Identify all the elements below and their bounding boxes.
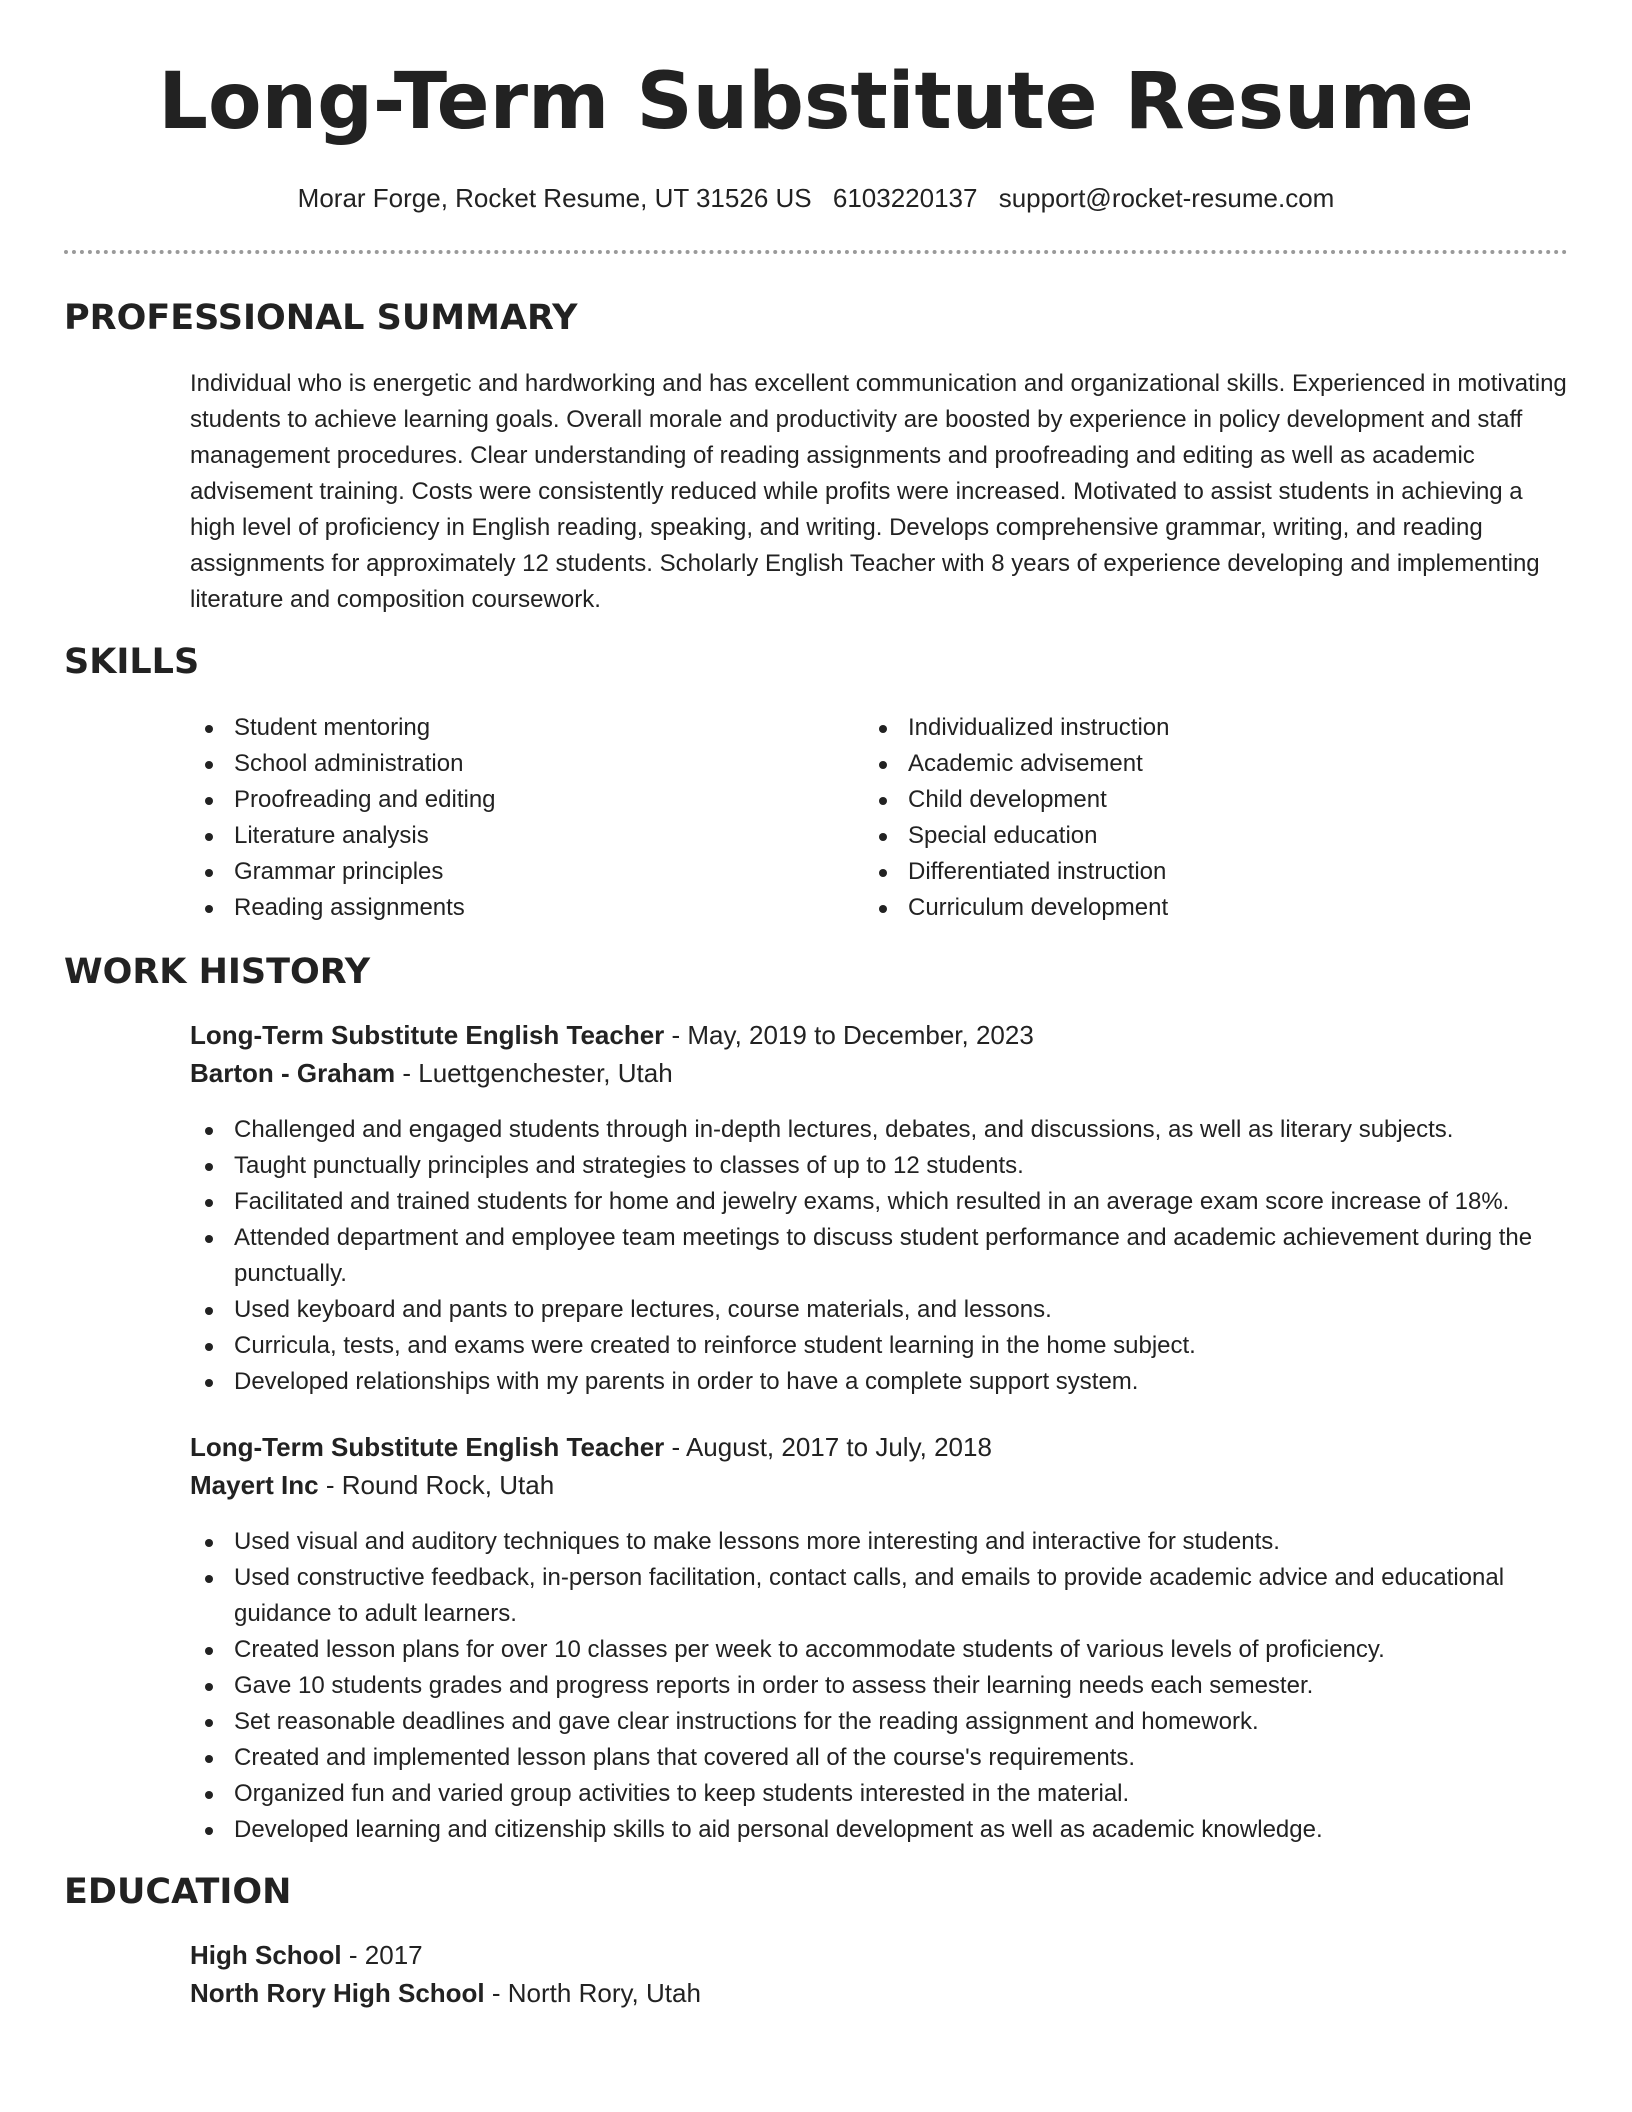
job-bullet: Curricula, tests, and exams were created to reinforce student learning in the home subject. [190, 1328, 1568, 1364]
section-title-work: WORK HISTORY [64, 952, 371, 992]
job-title-line [190, 1016, 1034, 1054]
job-company: Barton - Graham [190, 1058, 396, 1088]
job-bullet: Created and implemented lesson plans that covered all of the course's requirements. [190, 1740, 1568, 1776]
job-bullet: Used constructive feedback, in-person facilitation, contact calls, and emails to provide academic advice and educational guidance to adult learners. [190, 1560, 1568, 1632]
job-role: Long-Term Substitute English Teacher [190, 1432, 665, 1462]
section-title-summary: PROFESSIONAL SUMMARY [64, 298, 578, 338]
resume-title: Long-Term Substitute Resume [158, 57, 1474, 147]
education-location: - North Rory, Utah [484, 1978, 701, 2008]
job-bullets [190, 1524, 1568, 1848]
section-title-education: EDUCATION [64, 1872, 292, 1912]
skills-list-left [190, 710, 830, 926]
job-company-line [190, 1054, 673, 1092]
job-company: Mayert Inc [190, 1470, 319, 1500]
education-degree-line [190, 1936, 423, 1974]
job-company-line [190, 1466, 554, 1504]
job-bullet: Developed learning and citizenship skills to aid personal development as well as academic knowledge. [190, 1812, 1568, 1848]
job-dates: - August, 2017 to July, 2018 [664, 1432, 992, 1462]
job-title-line [190, 1428, 992, 1466]
job-bullet: Used visual and auditory techniques to make lessons more interesting and interactive for students. [190, 1524, 1568, 1560]
contact-address: Morar Forge, Rocket Resume, UT 31526 US [297, 183, 812, 213]
job-bullets [190, 1112, 1568, 1400]
job-bullet: Organized fun and varied group activities to keep students interested in the material. [190, 1776, 1568, 1812]
skill-item: Proofreading and editing [190, 782, 830, 818]
skill-item: Literature analysis [190, 818, 830, 854]
education-year: - 2017 [341, 1940, 423, 1970]
job-bullet: Challenged and engaged students through in-depth lectures, debates, and discussions, as well as literary subjects. [190, 1112, 1568, 1148]
job-bullet: Gave 10 students grades and progress reports in order to assess their learning needs each semester. [190, 1668, 1568, 1704]
education-school: North Rory High School [190, 1978, 485, 2008]
job-role: Long-Term Substitute English Teacher [190, 1020, 665, 1050]
job-bullet: Used keyboard and pants to prepare lectures, course materials, and lessons. [190, 1292, 1568, 1328]
job-bullet: Created lesson plans for over 10 classes per week to accommodate students of various levels of proficiency. [190, 1632, 1568, 1668]
skill-item: Differentiated instruction [864, 854, 1504, 890]
section-title-skills: SKILLS [64, 642, 200, 682]
education-school-line [190, 1974, 701, 2012]
skill-item: Special education [864, 818, 1504, 854]
skill-item: Grammar principles [190, 854, 830, 890]
job-location: - Luettgenchester, Utah [395, 1058, 673, 1088]
skill-item: Child development [864, 782, 1504, 818]
skill-item: Academic advisement [864, 746, 1504, 782]
skill-item: School administration [190, 746, 830, 782]
contact-line [0, 180, 1632, 216]
education-degree: High School [190, 1940, 342, 1970]
skill-item: Curriculum development [864, 890, 1504, 926]
skill-item: Student mentoring [190, 710, 830, 746]
job-bullet: Set reasonable deadlines and gave clear instructions for the reading assignment and homework. [190, 1704, 1568, 1740]
job-bullet: Facilitated and trained students for home and jewelry exams, which resulted in an average exam score increase of 18%. [190, 1184, 1568, 1220]
job-bullet: Developed relationships with my parents in order to have a complete support system. [190, 1364, 1568, 1400]
header-divider [64, 250, 1568, 254]
job-bullet: Attended department and employee team meetings to discuss student performance and academic achievement during the punctually. [190, 1220, 1568, 1292]
contact-email: support@rocket-resume.com [998, 183, 1335, 213]
job-dates: - May, 2019 to December, 2023 [664, 1020, 1034, 1050]
skills-list-right [864, 710, 1504, 926]
job-location: - Round Rock, Utah [318, 1470, 555, 1500]
summary-text: Individual who is energetic and hardworking and has excellent communication and organizational skills. Experienced in motivating students to achieve learning goals. Overall morale and productivity are boosted by experience in policy development and staff management procedures. Clear understanding of reading assignments and proofreading and editing as well as academic advisement training. Costs were consistently reduced while profits were increased. Motivated to assist students in achieving a high level of proficiency in English reading, speaking, and writing. Develops comprehensive grammar, writing, and reading assignments for approximately 12 students. Scholarly English Teacher with 8 years of experience developing and implementing literature and composition coursework. [190, 370, 1567, 613]
contact-phone: 6103220137 [832, 183, 978, 213]
skill-item: Reading assignments [190, 890, 830, 926]
skill-item: Individualized instruction [864, 710, 1504, 746]
job-bullet: Taught punctually principles and strategies to classes of up to 12 students. [190, 1148, 1568, 1184]
